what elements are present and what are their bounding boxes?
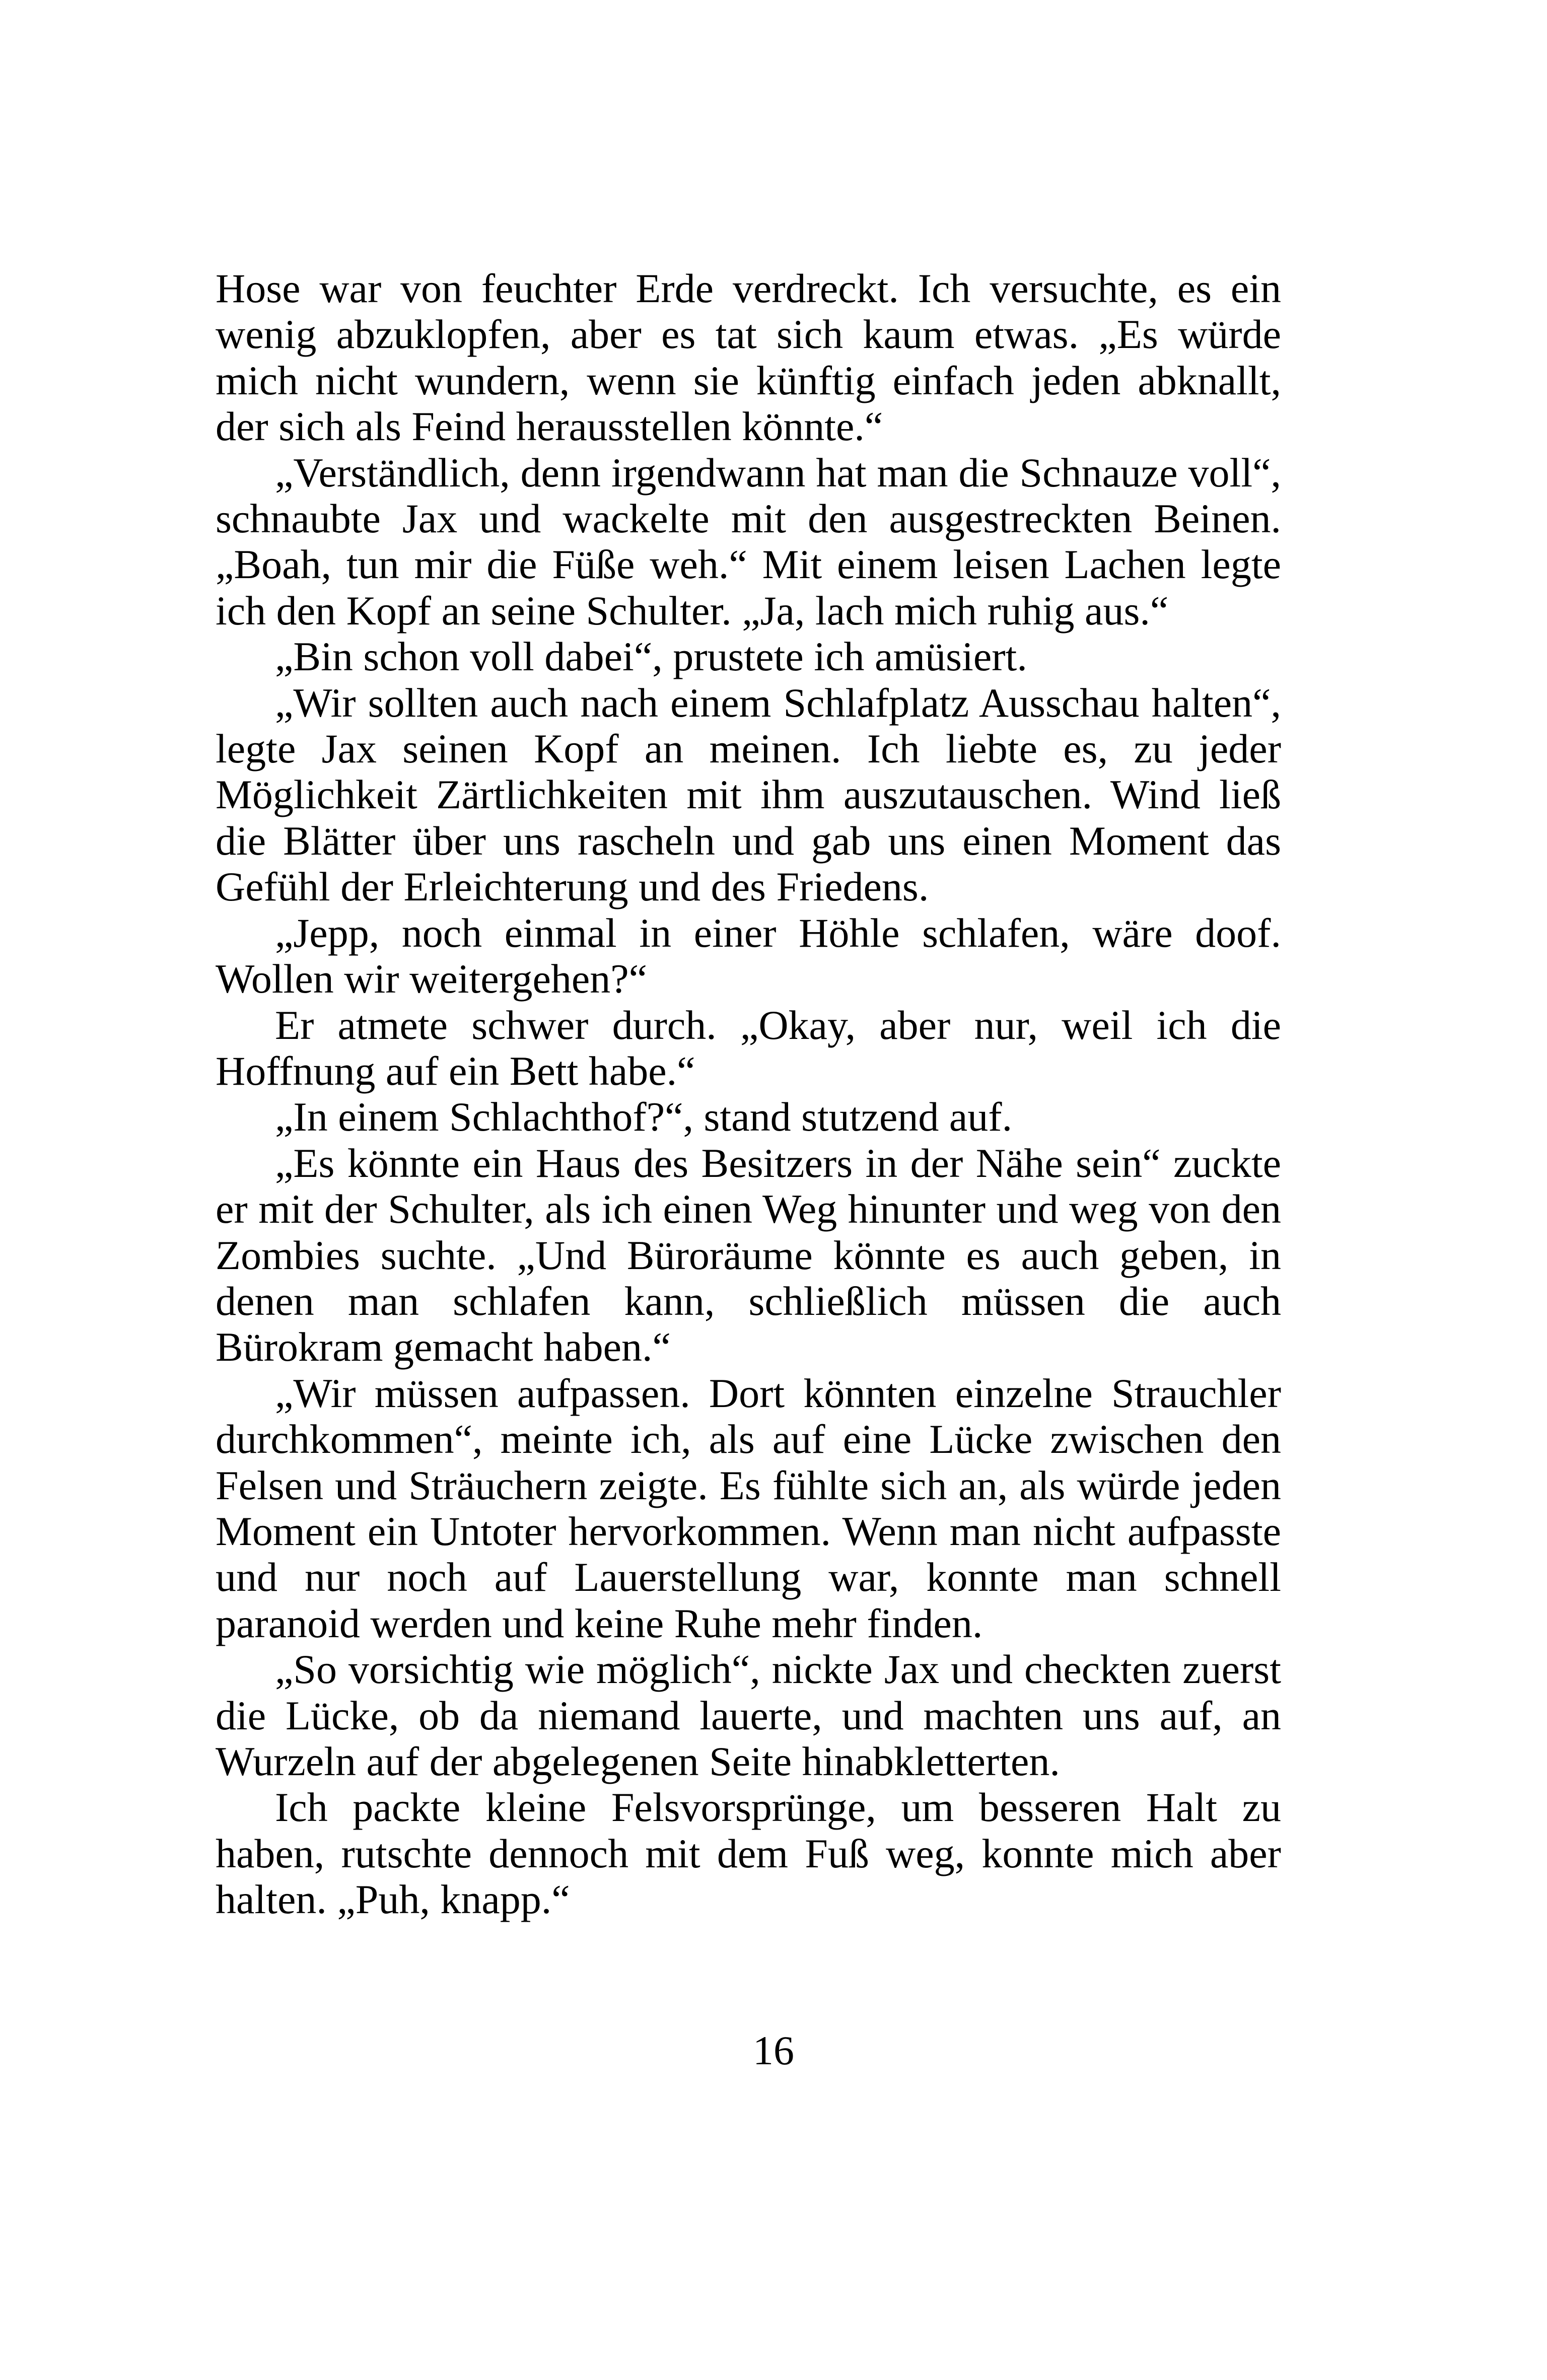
paragraph: „Jepp, noch einmal in einer Höhle schlafen, wäre doof. Wollen wir weitergehen?“ [216, 909, 1281, 1002]
paragraph: „Bin schon voll dabei“, prustete ich amüsiert. [275, 634, 1027, 680]
paragraph: „So vorsichtig wie möglich“, nickte Jax und checkten zuerst die Lücke, ob da niemand lauerte, und machten uns auf, an Wurzeln auf der abgelegenen Seite hinabkletterten. [216, 1646, 1281, 1784]
paragraph: „Wir müssen aufpassen. Dort könnten einzelne Strauchler durchkommen“, meinte ich, als auf eine Lücke zwischen den Felsen und Sträuchern zeigte. Es fühlte sich an, als würde jeden Moment ein Untoter hervorkommen. Wenn man nicht aufpasste und nur noch auf Lauerstellung war, konnte man schnell paranoid werden und keine Ruhe mehr finden. [216, 1370, 1281, 1646]
paragraph: „Verständlich, denn irgendwann hat man die Schnauze voll“, schnaubte Jax und wackelte mit den ausgestreckten Beinen. „Boah, tun mir die Füße weh.“ Mit einem leisen Lachen legte ich den Kopf an seine Schulter. „Ja, lach mich ruhig aus.“ [216, 449, 1281, 634]
paragraph: „Wir sollten auch nach einem Schlafplatz Ausschau halten“, legte Jax seinen Kopf an meinen. Ich liebte es, zu jeder Möglichkeit Zärtlichkeiten mit ihm auszutauschen. Wind ließ die Blätter über uns rascheln und gab uns einen Moment das Gefühl der Erleichterung und des Friedens. [216, 679, 1281, 910]
page-number: 16 [753, 2027, 794, 2073]
paragraph: Ich packte kleine Felsvorsprünge, um besseren Halt zu haben, rutschte dennoch mit dem Fuß weg, konnte mich aber halten. „Puh, knapp.“ [216, 1784, 1281, 1923]
paragraph: Er atmete schwer durch. „Okay, aber nur, weil ich die Hoffnung auf ein Bett habe.“ [216, 1002, 1281, 1094]
paragraph: Hose war von feuchter Erde verdreckt. Ich versuchte, es ein wenig abzuklopfen, aber es tat sich kaum etwas. „Es würde mich nicht wundern, wenn sie künftig einfach jeden abknallt, der sich als Feind herausstellen könnte.“ [216, 265, 1281, 450]
paragraph: „In einem Schlachthof?“, stand stutzend auf. [275, 1094, 1013, 1140]
body-text [216, 265, 1281, 1923]
paragraph: „Es könnte ein Haus des Besitzers in der Nähe sein“ zuckte er mit der Schulter, als ich einen Weg hinunter und weg von den Zombies suchte. „Und Büroräume könnte es auch geben, in denen man schlafen kann, schließlich müssen die auch Bürokram gemacht haben.“ [216, 1140, 1281, 1370]
